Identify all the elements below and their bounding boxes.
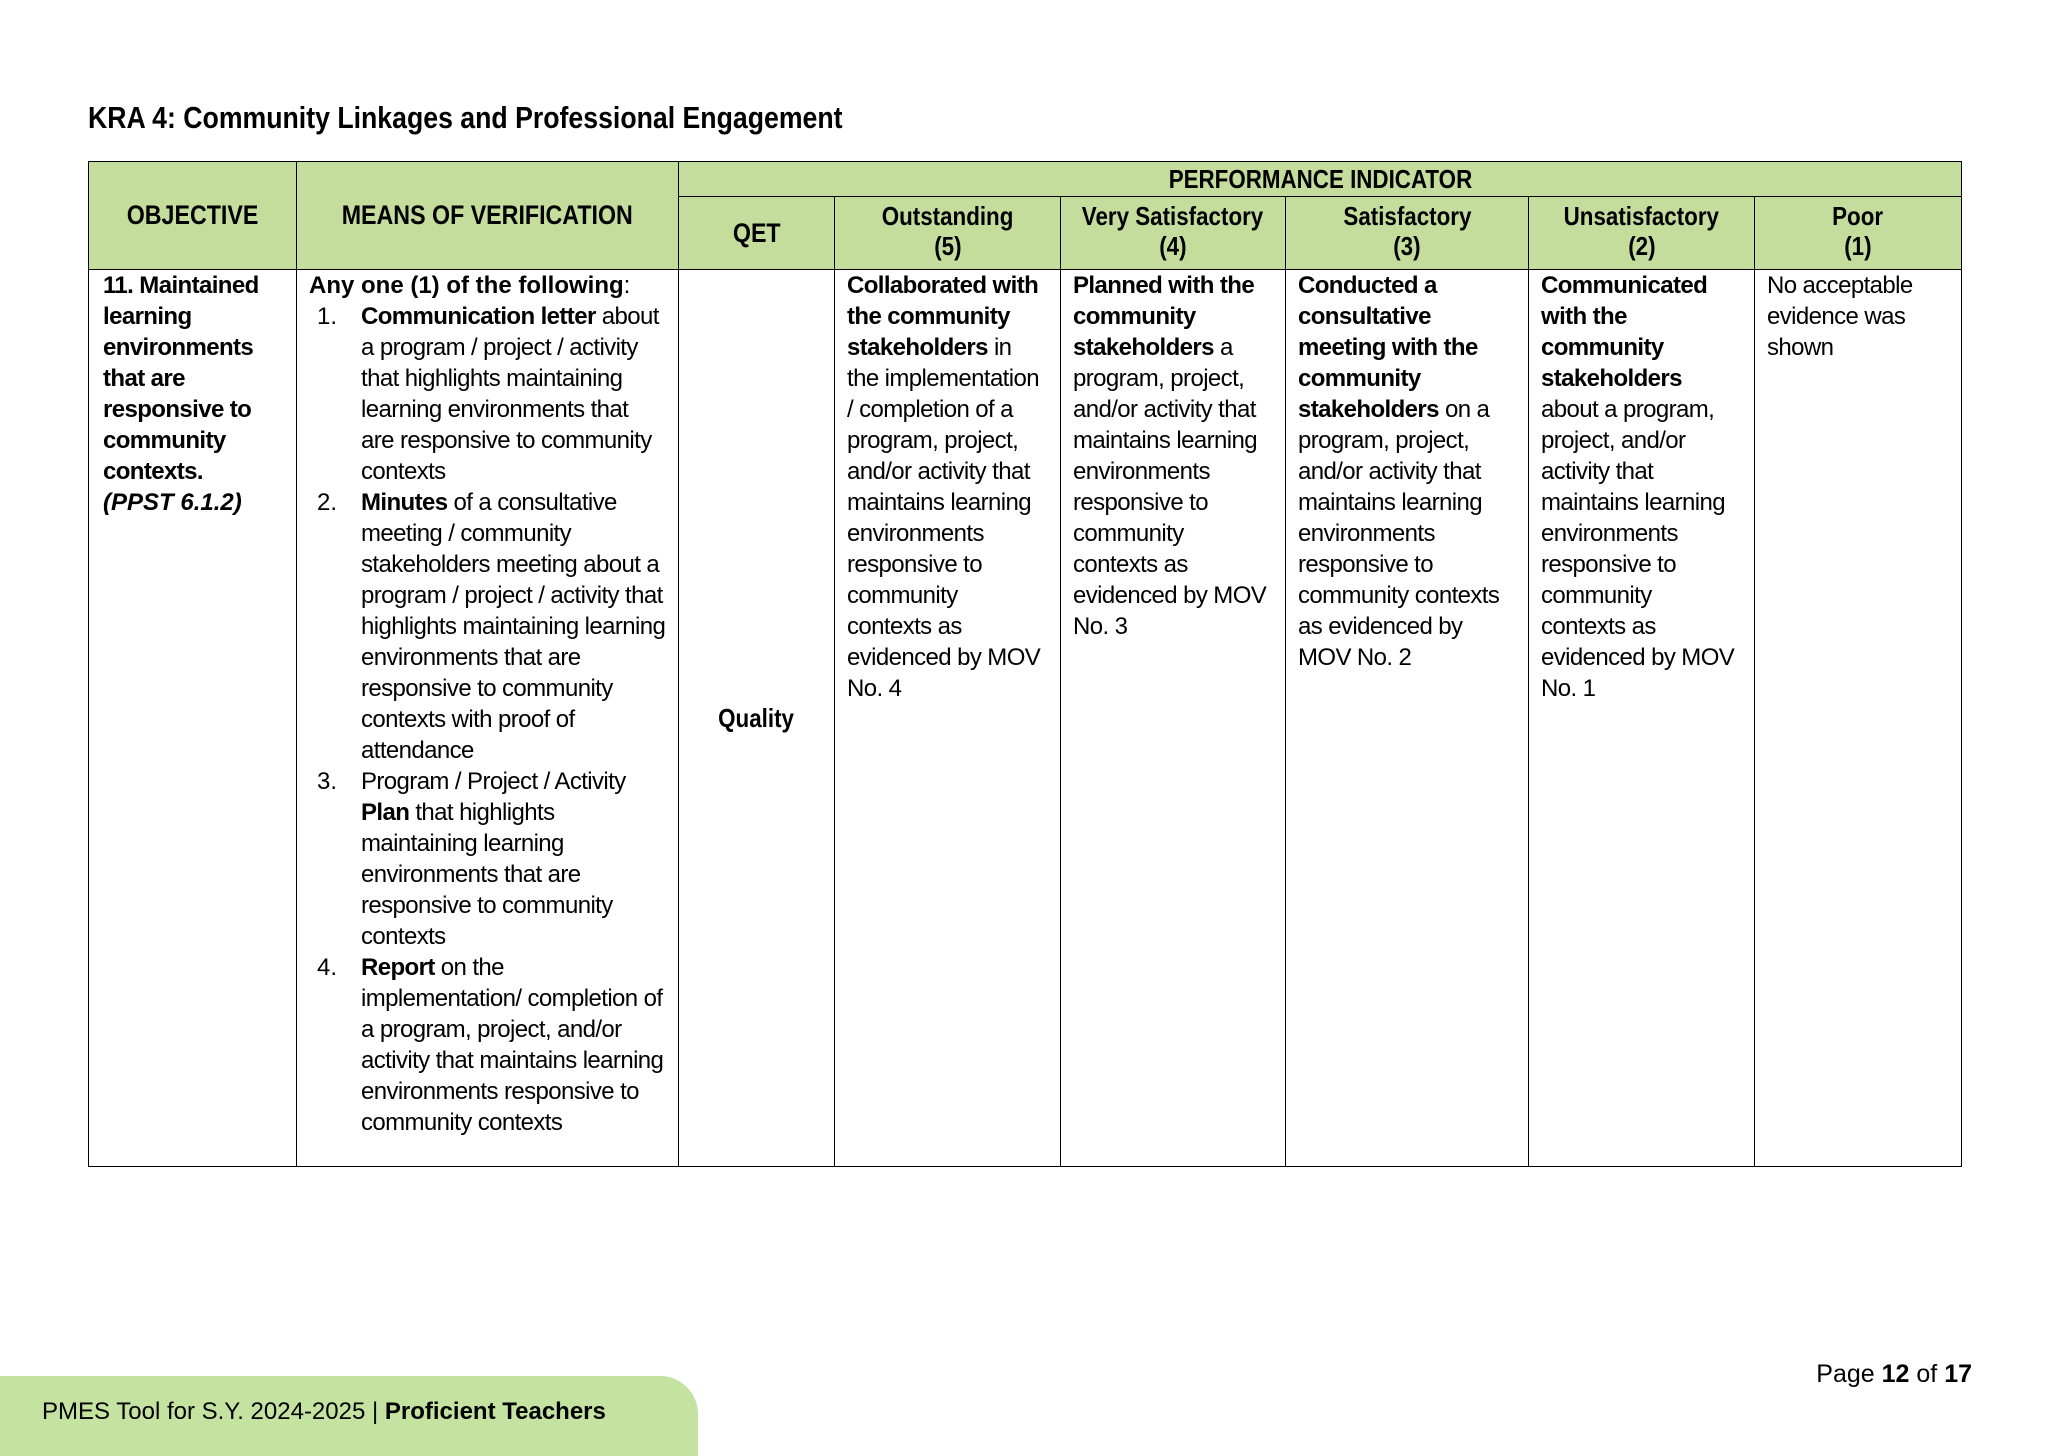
rubric-table bbox=[88, 161, 1962, 1167]
satisfactory-cell: Conducted a consultative meeting with the community stakeholders on a program, project, and/or activity that maintains learning environments responsive to community contexts as evidenced by MOV No. 2 bbox=[1286, 270, 1529, 1167]
mov-cell bbox=[297, 270, 679, 1167]
header-performance-indicator: PERFORMANCE INDICATOR bbox=[679, 162, 1962, 197]
header-qet: QET bbox=[679, 197, 835, 270]
objective-cell bbox=[89, 270, 297, 1167]
header-outstanding: Outstanding (5) bbox=[835, 197, 1061, 270]
poor-cell: No acceptable evidence was shown bbox=[1755, 270, 1962, 1167]
kra-title: KRA 4: Community Linkages and Professional Engagement bbox=[88, 100, 843, 135]
page-number: Page 12 of 17 bbox=[1816, 1360, 1972, 1388]
header-satisfactory: Satisfactory (3) bbox=[1286, 197, 1529, 270]
mov-intro: Any one (1) of the following: bbox=[309, 272, 631, 299]
footer-label: PMES Tool for S.Y. 2024-2025 | Proficient Teachers bbox=[42, 1398, 606, 1425]
unsatisfactory-cell: Communicated with the community stakeholders about a program, project, and/or activity that maintains learning environments responsive to community contexts as evidenced by MOV No. 1 bbox=[1529, 270, 1755, 1167]
mov-item: 2. Minutes of a consultative meeting / community stakeholders meeting about a program / project / activity that highlights maintaining learning environments that are responsive to community contexts with proof of attendance bbox=[317, 489, 666, 764]
header-means-of-verification: MEANS OF VERIFICATION bbox=[297, 162, 679, 270]
header-objective: OBJECTIVE bbox=[89, 162, 297, 270]
objective-text: 11. Maintained learning environments that are responsive to community contexts. bbox=[103, 272, 259, 485]
header-very-satisfactory: Very Satisfactory (4) bbox=[1061, 197, 1286, 270]
qet-quality-cell: Quality bbox=[679, 270, 835, 1167]
mov-item: 1. Communication letter about a program / project / activity that highlights maintaining learning environments that are responsive to community contexts bbox=[317, 303, 659, 485]
header-unsatisfactory: Unsatisfactory (2) bbox=[1529, 197, 1755, 270]
mov-item: 3. Program / Project / Activity Plan that highlights maintaining learning environments that are responsive to community contexts bbox=[317, 768, 626, 950]
very-satisfactory-cell: Planned with the community stakeholders a program, project, and/or activity that maintains learning environments responsive to community contexts as evidenced by MOV No. 3 bbox=[1061, 270, 1286, 1167]
header-poor: Poor (1) bbox=[1755, 197, 1962, 270]
outstanding-cell: Collaborated with the community stakeholders in the implementation / completion of a program, project, and/or activity that maintains learning environments responsive to community contexts as evidenced by MOV No. 4 bbox=[835, 270, 1061, 1167]
mov-list bbox=[309, 301, 666, 1138]
objective-ppst-ref: (PPST 6.1.2) bbox=[103, 489, 242, 516]
mov-item: 4. Report on the implementation/ completion of a program, project, and/or activity that maintains learning environments responsive to community contexts bbox=[317, 954, 664, 1136]
